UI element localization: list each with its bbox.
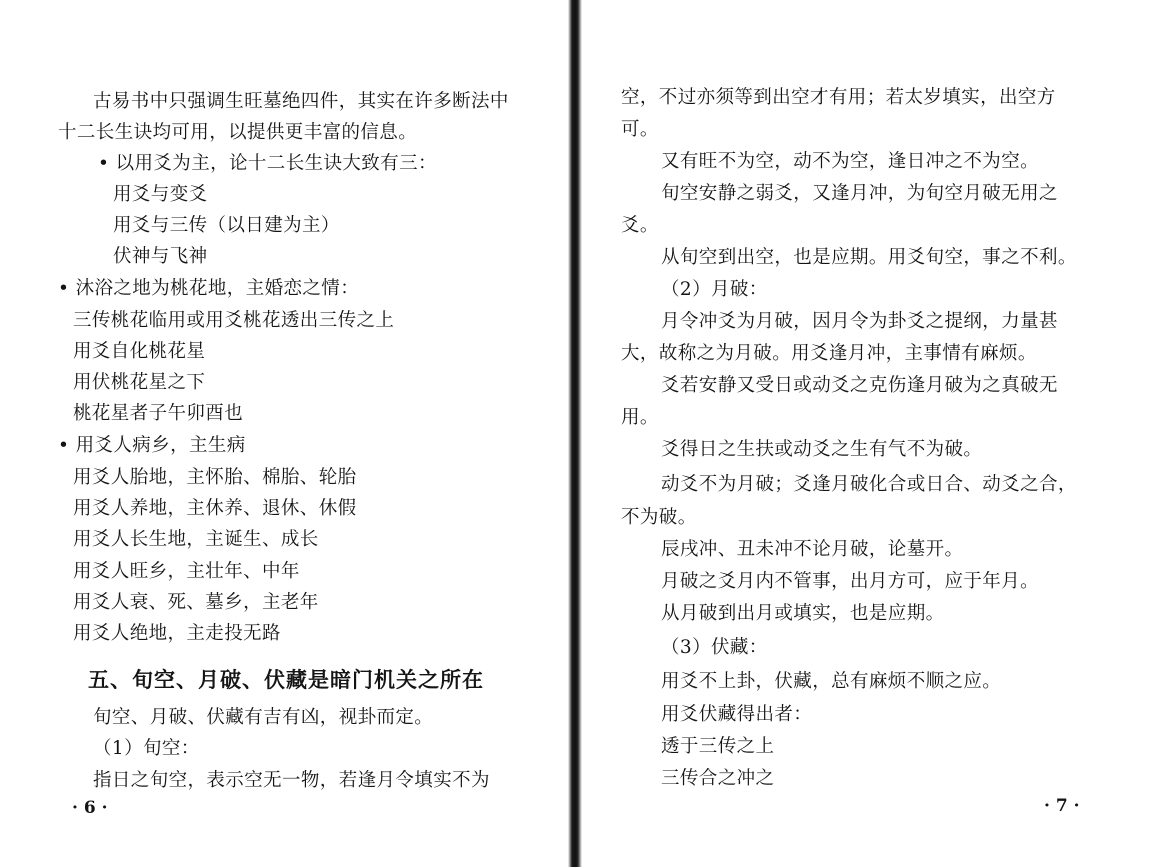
book-spine — [568, 0, 582, 867]
text-line: 爻。 — [621, 215, 659, 236]
text-line: 用爻与三传（以日建为主） — [113, 215, 340, 236]
text-line: 辰戌冲、丑未冲不论月破，论墓开。 — [661, 539, 964, 560]
text-line: 透于三传之上 — [661, 736, 775, 757]
text-line: 伏神与飞神 — [113, 246, 208, 267]
text-line: 桃花星者子午卯酉也 — [73, 403, 244, 424]
text-line: 三传桃花临用或用爻桃花透出三传之上 — [73, 310, 395, 331]
text-line: • 用爻人病乡，主生病 — [58, 435, 246, 456]
text-line: 大，故称之为月破。用爻逢月冲，主事情有麻烦。 — [621, 343, 1037, 364]
text-line: 用伏桃花星之下 — [73, 372, 206, 393]
text-line: 旬空、月破、伏藏有吉有凶，视卦而定。 — [93, 707, 434, 728]
text-line: 不为破。 — [621, 507, 697, 528]
text-line: 从月破到出月或填实，也是应期。 — [661, 603, 945, 624]
text-line: 从旬空到出空，也是应期。用爻旬空，事之不利。 — [661, 247, 1077, 268]
text-line: 用爻与变爻 — [113, 184, 208, 205]
text-line: 动爻不为月破；爻逢月破化合或日合、动爻之合， — [661, 474, 1077, 495]
text-line: 月令冲爻为月破，因月令为卦爻之提纲，力量甚 — [661, 311, 1058, 332]
section-heading: 五、旬空、月破、伏藏是暗门机关之所在 — [88, 668, 484, 692]
text-line: 用爻人养地，主休养、退休、休假 — [73, 498, 357, 519]
text-line: 空，不过亦须等到出空才有用；若太岁填实，出空方 — [621, 87, 1056, 108]
text-line: 指日之旬空，表示空无一物，若逢月令填实不为 — [93, 770, 490, 791]
text-line: 爻若安静又受日或动爻之克伤逢月破为之真破无 — [661, 375, 1058, 396]
text-line: 十二长生诀均可用，以提供更丰富的信息。 — [58, 122, 418, 143]
text-line: 用爻人衰、死、墓乡，主老年 — [73, 592, 319, 613]
page-number: · 7 · — [1044, 796, 1080, 816]
text-line: 爻得日之生扶或动爻之生有气不为破。 — [661, 439, 983, 460]
text-line: 用爻人旺乡，主壮年、中年 — [73, 561, 300, 582]
right-page — [582, 0, 1154, 867]
text-line: 又有旺不为空，动不为空，逢日冲之不为空。 — [661, 151, 1040, 172]
text-line: （3）伏藏： — [661, 637, 768, 658]
text-line: （1）旬空： — [93, 738, 200, 759]
text-line: 用爻不上卦，伏藏，总有麻烦不顺之应。 — [661, 671, 1002, 692]
text-line: 用爻伏藏得出者： — [661, 704, 813, 725]
text-line: 可。 — [621, 119, 659, 140]
text-line: • 沐浴之地为桃花地，主婚恋之情： — [58, 278, 360, 299]
text-line: 用爻自化桃花星 — [73, 341, 206, 362]
text-line: 旬空安静之弱爻，又逢月冲，为旬空月破无用之 — [661, 183, 1058, 204]
page-number: · 6 · — [72, 798, 108, 818]
text-line: 三传合之冲之 — [661, 768, 775, 789]
left-page — [0, 0, 568, 867]
text-line: • 以用爻为主，论十二长生诀大致有三： — [98, 153, 437, 174]
text-line: 用爻人胎地，主怀胎、棉胎、轮胎 — [73, 467, 357, 488]
text-line: 月破之爻月内不管事，出月方可，应于年月。 — [661, 571, 1040, 592]
text-line: 用。 — [621, 407, 659, 428]
text-line: 用爻人长生地，主诞生、成长 — [73, 529, 319, 550]
text-line: （2）月破： — [661, 279, 768, 300]
text-line: 古易书中只强调生旺墓绝四件，其实在许多断法中 — [93, 91, 509, 112]
text-line: 用爻人绝地，主走投无路 — [73, 623, 281, 644]
